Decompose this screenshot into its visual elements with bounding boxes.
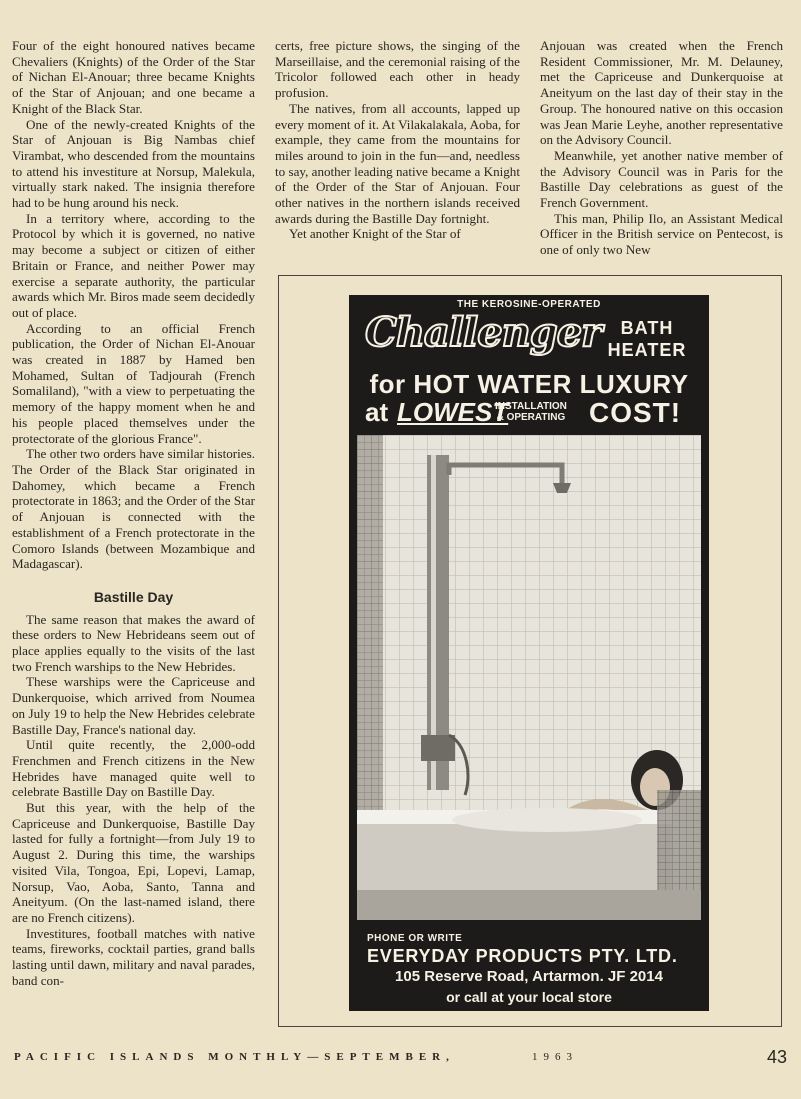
advertisement xyxy=(349,295,709,1011)
article-column-3 xyxy=(540,38,783,258)
paragraph: certs, free picture shows, the singing of the Marseillaise, and the ceremonial raising of the Tricolor followed each other in heady profusion. xyxy=(275,38,520,101)
paragraph: According to an official French publication, the Order of Nichan El-Anouar was created in 1887 by Hamed ben Mohamed, Sultan of Tadjourah (French Somaliland), "with a view to perpetuating the memory of the happy moment when he and his people placed themselves under the protectorate of the glorious France". xyxy=(12,320,255,446)
article-column-1 xyxy=(12,38,255,988)
ad-kicker: THE KEROSINE-OPERATED xyxy=(457,299,601,310)
product-line: BATH xyxy=(620,318,674,338)
paragraph: Until quite recently, the 2,000-odd Frenchmen and French citizens in the New Hebrides have managed quite well to celebrate Bastille Day on Bastille Day. xyxy=(12,737,255,800)
ad-phone-label: PHONE OR WRITE xyxy=(367,933,463,944)
ad-footer xyxy=(349,923,709,1011)
bath-heater-photo xyxy=(357,435,701,920)
page-footer xyxy=(12,1047,787,1069)
article-column-2 xyxy=(275,38,520,242)
magazine-title: PACIFIC ISLANDS MONTHLY—SEPTEMBER, xyxy=(14,1051,455,1063)
paragraph: Meanwhile, yet another native member of the Advisory Council was in Paris for the Bastille Day celebrations as guest of the French Government. xyxy=(540,147,783,211)
page-number: 43 xyxy=(766,1047,787,1067)
inst-line: INSTALLATION xyxy=(495,401,567,412)
paragraph: Investitures, football matches with native teams, fireworks, cocktail parties, grand balls lasting until dawn, military and naval parades, band con- xyxy=(12,925,255,988)
ad-headline: for HOT WATER LUXURY xyxy=(369,369,689,399)
paragraph: In a territory where, according to the Protocol by which it is governed, no native may become a subject or citizen of either Britain or France, and neither Power may exercise a separate authority, the particular awards which Mr. Biros made seem decidedly out of place. xyxy=(12,210,255,320)
paragraph: Yet another Knight of the Star of xyxy=(289,226,461,242)
paragraph: Four of the eight honoured natives became Chevaliers (Knights) of the Order of the Star of Nichan El-Anouar; three became Knights of the Star of Anjouan; and one became a Knight of the Black Star. xyxy=(12,38,255,116)
ad-company-name: EVERYDAY PRODUCTS PTY. LTD. xyxy=(367,946,678,966)
ad-address: 105 Reserve Road, Artarmon. JF 2014 xyxy=(395,968,663,985)
paragraph: The natives, from all accounts, lapped up every moment of it. At Vilakalakala, Aoba, for example, they came from the mountains for miles around to join in the fun—and, needless to say, another leading native became a Knight of the Order of the Star of Anjouan. Four other natives in the northern islands received awards during the Bastille Day fortnight. xyxy=(275,100,520,226)
ad-lowest: LOWEST xyxy=(397,397,509,427)
section-heading: Bastille Day xyxy=(93,588,174,605)
paragraph: But this year, with the help of the Capriceuse and Dunkerquoise, Bastille Day lasted for fully a fortnight—from July 19 to August 2. During this time, the warships visited Vila, Tongoa, Epi, Lopevi, Lamap, Norsup, Vao, Aoba, Santo, Tanna and Aneityum. (On the last-named island, there are no French citizens). xyxy=(12,800,255,925)
paragraph: The other two orders have similar histories. The Order of the Black Star originated in Dahomey, which became a French protectorate in 1863; and the Order of the Star of Anjouan is connected with the establishment of a French protectorate in the Comoro Islands (between Mozambique and Madagascar). xyxy=(12,446,255,572)
paragraph: These warships were the Capriceuse and Dunkerquoise, which arrived from Noumea on July 19 to help the New Hebrides celebrate Bastille Day, France's national day. xyxy=(12,674,255,737)
ad-cost: COST! xyxy=(589,397,682,428)
paragraph: Anjouan was created when the French Resident Commissioner, Mr. M. Delauney, met the Capriceuse and Dunkerquoise at Aneityum on the last day of their stay in the Group. The honoured native on this occasion was Jean Marie Leyhe, another representative on the Advisory Council. xyxy=(540,38,783,148)
paragraph: This man, Philip Ilo, an Assistant Medical Officer in the British service on Pentecost, is one of only two New xyxy=(540,210,783,258)
paragraph: One of the newly-created Knights of the Star of Anjouan is Big Nambas chief Virambat, who descended from the mountains to attend his investiture at Norsup, Malekula, virtually stark naked. The insignia therefore had to be hung around his neck. xyxy=(12,116,255,211)
product-line: HEATER xyxy=(607,340,687,360)
footer-year: 1963 xyxy=(532,1051,578,1063)
paragraph: The same reason that makes the award of these orders to New Hebrideans seem out of place applies equally to the visits of the last two French warships to the New Hebrides. xyxy=(12,611,255,674)
ad-store-note: or call at your local store xyxy=(446,989,612,1005)
inst-line: & OPERATING xyxy=(496,412,566,423)
ad-product-name xyxy=(597,317,697,361)
ad-at: at xyxy=(365,397,389,427)
brand-logo: Challenger xyxy=(365,309,602,356)
ad-installation-note xyxy=(495,401,567,423)
